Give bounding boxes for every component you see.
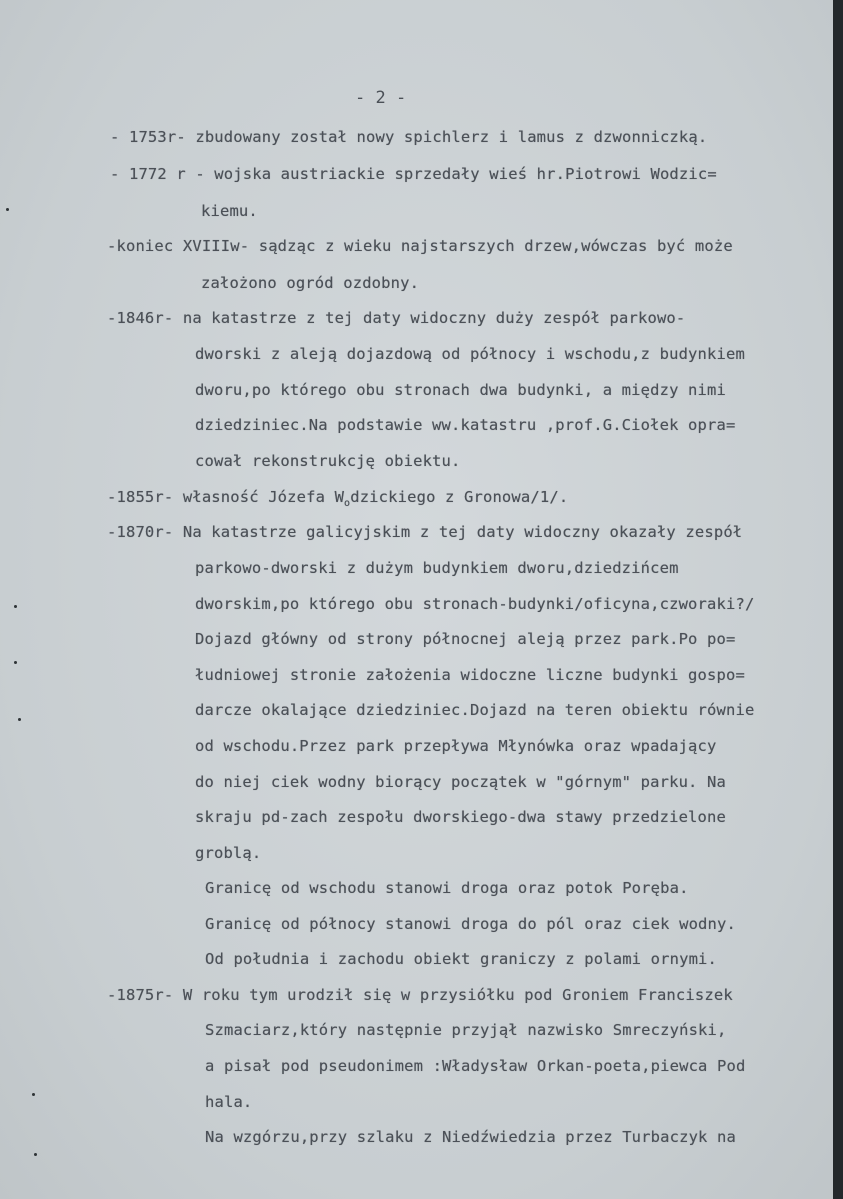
text-line: -1870r- Na katastrze galicyjskim z tej daty widoczny okazały zespół (107, 523, 743, 541)
scan-speck (14, 661, 17, 664)
text-line: Od południa i zachodu obiekt graniczy z polami ornymi. (205, 950, 718, 968)
text-line: skraju pd-zach zespołu dworskiego-dwa stawy przedzielone (195, 808, 726, 826)
text-line: dworu,po którego obu stronach dwa budynki, a między nimi (195, 381, 726, 399)
text-line: od wschodu.Przez park przepływa Młynówka oraz wpadający (195, 737, 717, 755)
text-line: -1846r- na katastrze z tej daty widoczny duży zespół parkowo- (107, 309, 686, 327)
text-line: założono ogród ozdobny. (201, 274, 420, 292)
text-line: hala. (205, 1093, 253, 1111)
text-line: Granicę od północy stanowi droga do pól oraz ciek wodny. (205, 915, 736, 933)
text-line: -koniec XVIIIw- sądząc z wieku najstarszych drzew,wówczas być może (107, 237, 733, 255)
text-line: darcze okalające dziedziniec.Dojazd na teren obiektu równie (195, 701, 755, 719)
text-line: Granicę od wschodu stanowi droga oraz potok Poręba. (205, 879, 689, 897)
text-line: - 1753r- zbudowany został nowy spichlerz i lamus z dzwonniczką. (110, 128, 708, 146)
text-line: do niej ciek wodny biorący początek w "górnym" parku. Na (195, 773, 726, 791)
text-line: -1875r- W roku tym urodził się w przysiółku pod Groniem Franciszek (107, 986, 733, 1004)
scan-speck (34, 1153, 37, 1156)
text-line: groblą. (195, 844, 262, 862)
scan-edge (833, 0, 843, 1199)
text-line: dworski z aleją dojazdową od północy i wschodu,z budynkiem (195, 345, 745, 363)
scan-speck (14, 605, 17, 608)
text-line: łudniowej stronie założenia widoczne liczne budynki gospo= (195, 666, 745, 684)
text-line: a pisał pod pseudonimem :Władysław Orkan-poeta,piewca Pod (205, 1057, 746, 1075)
text-line: kiemu. (201, 202, 258, 220)
subscript-letter: o (344, 498, 351, 509)
scan-speck (32, 1093, 35, 1096)
text-line: dziedziniec.Na podstawie ww.katastru ,prof.G.Ciołek opra= (195, 416, 736, 434)
text-line: Na wzgórzu,przy szlaku z Niedźwiedzia przez Turbaczyk na (205, 1128, 736, 1146)
text-line: - 1772 r - wojska austriackie sprzedały wieś hr.Piotrowi Wodzic= (110, 165, 717, 183)
text-line: parkowo-dworski z dużym budynkiem dworu,dziedzińcem (195, 559, 679, 577)
text-line: dworskim,po którego obu stronach-budynki/oficyna,czworaki?/ (195, 595, 755, 613)
text-line: -1855r- własność Józefa $W_odzickiego$ z Gronowa/1/. (107, 488, 569, 509)
text-line: Szmaciarz,który następnie przyjął nazwisko Smreczyński, (205, 1021, 727, 1039)
scan-speck (18, 718, 21, 721)
page-number: - 2 - (355, 88, 407, 108)
text-line: Dojazd główny od strony północnej aleją przez park.Po po= (195, 630, 736, 648)
scan-speck (6, 208, 9, 211)
text-line: cował rekonstrukcję obiektu. (195, 452, 461, 470)
